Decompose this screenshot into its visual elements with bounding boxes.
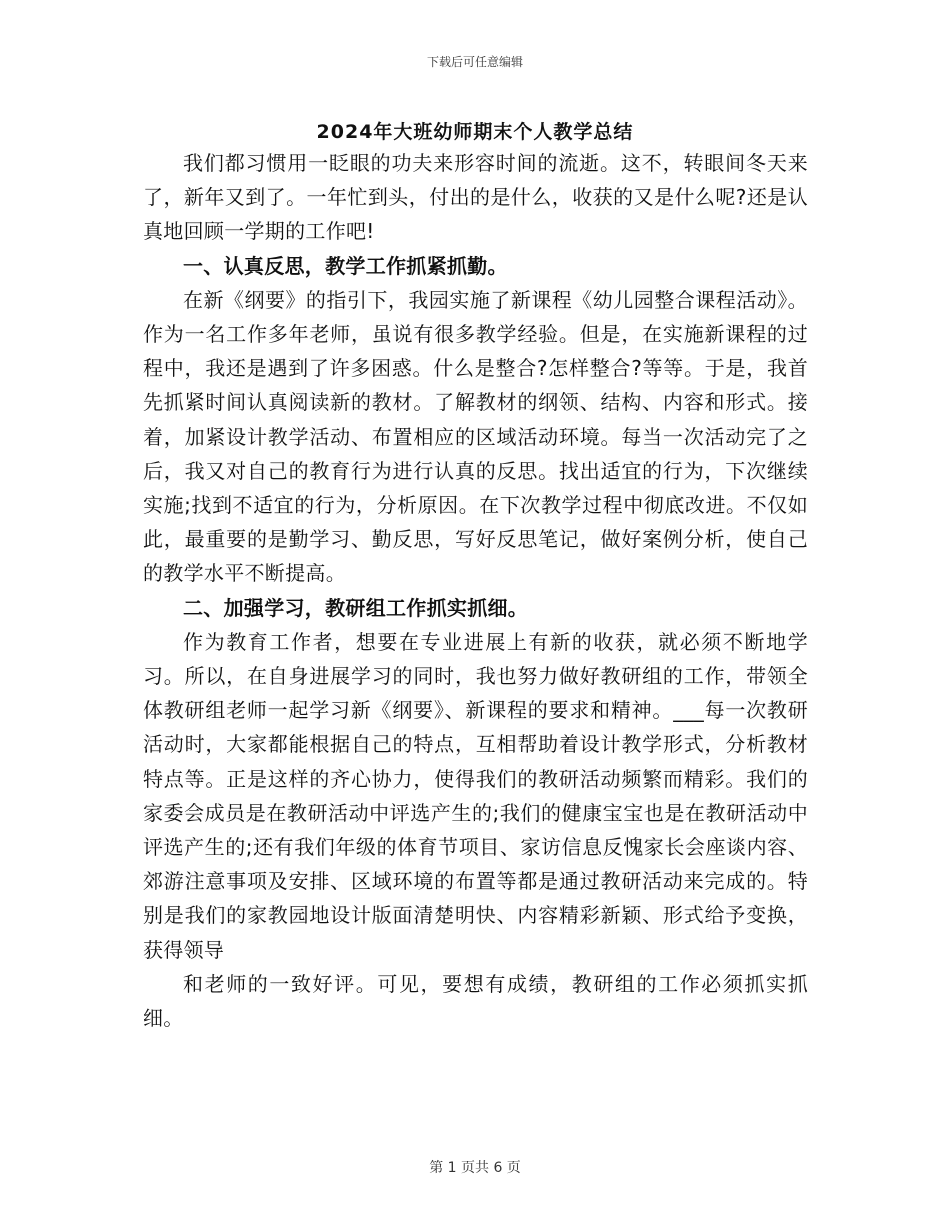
document-title: 2024年大班幼师期末个人教学总结 xyxy=(316,121,634,143)
section-heading-2: 二、加强学习，教研组工作抓实抓细。 xyxy=(183,595,529,620)
paragraph-intro: 我们都习惯用一眨眼的功夫来形容时间的流逝。这不，转眼间冬天来了，新年又到了。一年忙到头，付出的是什么，收获的又是什么呢?还是认真地回顾一学期的工作吧! xyxy=(143,151,808,244)
paragraph-section-2-continued: 和老师的一致好评。可见，要想有成绩，教研组的工作必须抓实抓细。 xyxy=(143,971,808,1031)
section-heading-1: 一、认真反思，教学工作抓紧抓勤。 xyxy=(183,253,508,278)
page-number: 第 1 页共 6 页 xyxy=(429,1160,521,1176)
paragraph-section-1: 在新《纲要》的指引下，我园实施了新课程《幼儿园整合课程活动》。作为一名工作多年老师，虽说有很多教学经验。但是，在实施新课程的过程中，我还是遇到了许多困惑。什么是整合?怎样整合?等等。于是，我首先抓紧时间认真阅读新的教材。了解教材的纲领、结构、内容和形式。接着，加紧设计教学活动、布置相应的区域活动环境。每当一次活动完了之后，我又对自己的教育行为进行认真的反思。找出适宜的行为，下次继续实施;找到不适宜的行为，分析原因。在下次教学过程中彻底改进。不仅如此，最重要的是勤学习、勤反思，写好反思笔记，做好案例分析，使自己的教学水平不断提高。 xyxy=(143,287,808,586)
document-body xyxy=(143,146,808,1035)
paragraph-section-2: 作为教育工作者，想要在专业进展上有新的收获，就必须不断地学习。所以，在自身进展学习的同时，我也努力做好教研组的工作，带领全体教研组老师一起学习新《纲要》、新课程的要求和精神。___每一次教研活动时，大家都能根据自己的特点，互相帮助着设计教学形式，分析教材特点等。正是这样的齐心协力，使得我们的教研活动频繁而精彩。我们的家委会成员是在教研活动中评选产生的;我们的健康宝宝也是在教研活动中评选产生的;还有我们年级的体育节项目、家访信息反愧家长会座谈内容、郊游注意事项及安排、区域环境的布置等都是通过教研活动来完成的。特别是我们的家教园地设计版面清楚明快、内容精彩新颖、形式给予变换，获得领导 xyxy=(143,629,808,962)
page-header-note: 下载后可任意编辑 xyxy=(426,55,523,69)
